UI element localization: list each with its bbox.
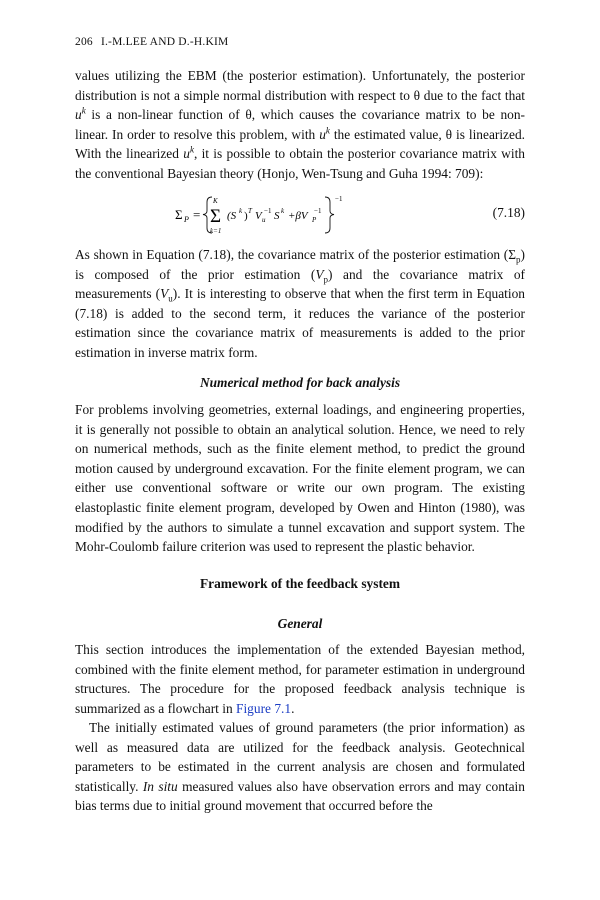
eq-outer-inverse: −1 bbox=[335, 195, 343, 203]
page-number: 206 bbox=[75, 36, 93, 48]
running-header bbox=[75, 36, 228, 48]
para3-text: For problems involving geometries, external loadings, and engineering properties, it is generally not possible to obtain an analytical solution. Hence, we need to rely on numerical methods, such as the finite element method, to predict the ground motion caused by underground excavation. For the finite element program, we can either use conventional software or write our own program. The existing elastoplastic finite element program, developed by Owen and Hinton (1980), was modified by the authors to simulate a tunnel excavation and support system. The Mohr-Coulomb failure criterion was used to represent the plastic behavior. bbox=[75, 402, 525, 555]
equation-formula bbox=[175, 192, 435, 236]
eq-Vp-sub: P bbox=[312, 216, 317, 224]
eq-right-brace bbox=[325, 197, 334, 233]
in-situ-italic: In situ bbox=[142, 778, 178, 794]
paragraph-4 bbox=[75, 640, 525, 718]
u-variable: u bbox=[75, 107, 82, 123]
para2-text-3: ) and the covariance matrix of measurements ( bbox=[75, 266, 525, 302]
subsection-heading-general: General bbox=[277, 616, 323, 631]
eq-transpose: T bbox=[248, 207, 252, 215]
para4-text-2: . bbox=[291, 700, 295, 716]
k-superscript: k bbox=[189, 144, 194, 155]
para1-text-2: is a non-linear function of θ, which causes the covariance matrix to be non-linear. In order to resolve this problem, with bbox=[75, 107, 525, 142]
eq-sum-upper: K bbox=[213, 197, 218, 205]
paragraph-3 bbox=[75, 400, 525, 557]
eq-term1-close: ) bbox=[244, 210, 248, 222]
eq-beta-Vp: +βV bbox=[288, 210, 308, 222]
Vu-subscript: u bbox=[168, 293, 173, 304]
eq-term1-sup: k bbox=[239, 207, 243, 215]
eq-sum-lower: k=1 bbox=[210, 227, 222, 235]
para5-text-1: The initially estimated values of ground parameters (the prior information) as well as measured data are utilized for the feedback analysis. Geotechnical parameters to be estimated in the current analysis are chosen and formulated statistically. bbox=[75, 720, 525, 794]
eq-lhs-sigma: Σ bbox=[175, 207, 183, 222]
header-authors: I.-M.LEE AND D.-H.KIM bbox=[100, 36, 229, 48]
V-variable: V bbox=[315, 266, 324, 282]
eq-Vp-inverse: −1 bbox=[314, 207, 322, 215]
para1-text-4: , it is possible to obtain the posterior covariance matrix with the conventional Bayesian theory (Honjo, Wen-Tsung and Guha 1994: 709): bbox=[75, 146, 525, 181]
sigma-p-subscript: p bbox=[516, 254, 521, 265]
para2-text-1: As shown in Equation (7.18), the covariance matrix of the posterior estimation (Σ bbox=[75, 247, 517, 262]
para1-text-3: the estimated value, θ is linearized. With the linearized bbox=[75, 126, 525, 162]
eq-equals: = bbox=[193, 207, 201, 222]
section-heading-framework: Framework of the feedback system bbox=[199, 576, 401, 591]
eq-Vu-sub: u bbox=[262, 216, 266, 224]
para5-text-2: measured values also have observation errors and may contain bias terms due to initial ground movement that occurred before the bbox=[75, 778, 525, 814]
equation-number: (7.18) bbox=[492, 205, 525, 220]
para2-text-2: ) is composed of the prior estimation ( bbox=[75, 247, 525, 282]
eq-lhs-sub: P bbox=[184, 215, 189, 224]
u-variable: u bbox=[319, 126, 326, 142]
para2-text-4: ). It is interesting to observe that when the first term in Equation (7.18) is added to the second term, it reduces the variance of the posterior estimation since the covariance matrix of measurements is added to the prior estimation in inverse matrix form. bbox=[75, 286, 525, 360]
paragraph-2 bbox=[75, 245, 525, 363]
section-heading-numerical-method: Numerical method for back analysis bbox=[199, 375, 401, 390]
k-superscript: k bbox=[325, 125, 330, 136]
k-superscript: k bbox=[81, 105, 86, 116]
u-variable: u bbox=[183, 146, 190, 162]
eq-Vu-inverse: −1 bbox=[264, 207, 272, 215]
eq-sum-symbol: Σ bbox=[210, 206, 222, 227]
figure-7-1-link[interactable]: Figure 7.1 bbox=[236, 700, 292, 716]
V-variable: V bbox=[160, 286, 169, 302]
eq-V-u: V bbox=[255, 210, 262, 222]
eq-S2-sup: k bbox=[281, 207, 285, 215]
para1-text-1: values utilizing the EBM (the posterior estimation). Unfortunately, the posterior distribution is not a simple normal distribution with respect to θ due to the fact that bbox=[75, 68, 525, 103]
paragraph-5 bbox=[75, 718, 525, 816]
eq-term1: (S bbox=[227, 210, 237, 222]
paragraph-1 bbox=[75, 66, 525, 184]
equation-7-18 bbox=[75, 192, 525, 236]
Vp-subscript: p bbox=[323, 274, 328, 285]
eq-S2: S bbox=[274, 210, 280, 222]
para4-text-1: This section introduces the implementation of the extended Bayesian method, combined with the finite element method, for parameter estimation in underground structures. The procedure for the proposed feedback analysis technique is summarized as a flowchart in bbox=[75, 642, 525, 716]
